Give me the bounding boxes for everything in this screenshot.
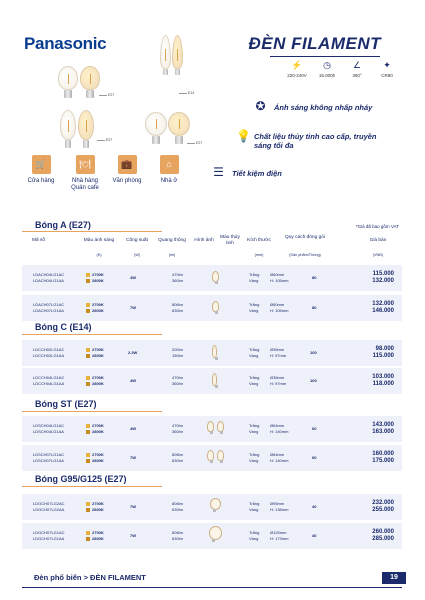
application-label: Nhà ở [160,178,178,184]
color-temperature: 2700K 2800K [86,272,104,284]
table-row [22,265,402,291]
bulb-g-thumbnail [210,498,221,510]
column-header-image: Hình ảnh [194,238,214,243]
luminous-flux: 806lm 630lm [172,302,183,313]
footer-breadcrumb: Đèn phổ biến > ĐÈN FILAMENT [34,573,146,582]
unit-flux: (lm) [168,253,176,257]
brand-logo: Panasonic [24,34,107,53]
section-divider [22,411,162,412]
column-header-glass: Màu thủy tinh [220,235,240,246]
callout-e27: E27 [196,141,203,145]
glass-color: Trắng Vàng [249,501,260,512]
shop-icon: 🛒 [32,155,51,174]
color-temperature: 2700K 2800K [86,302,104,314]
section-title-c: Bóng C (E14) [35,322,92,332]
unit-price: (VNĐ) [372,253,384,257]
dimensions: Ø35mm H: 97mm [270,347,287,358]
feature-list [213,99,422,200]
column-header-power: Công suất [126,238,148,243]
price: 143.000 163.000 [372,422,394,435]
table-row [22,494,402,520]
dimensions: Ø64mm H: 140mm [270,452,289,463]
bulb-g-thumbnail [209,526,222,540]
glass-color: Trắng Vàng [249,302,260,313]
luminous-flux: 806lm 630lm [172,452,183,463]
luminous-flux: 806lm 630lm [172,501,183,512]
color-temperature: 2700K 2800K [86,375,104,387]
callout-e27: E27 [106,138,113,142]
footer-divider [22,587,402,588]
dimensions: Ø95mm H: 138mm [270,501,289,512]
section-title-st: Bóng ST (E27) [35,399,97,409]
color-temperature: 2700K 2800K [86,530,104,542]
luminous-flux: 470lm 360lm [172,272,183,283]
color-temperature: 2700K 2800K [86,423,104,435]
glass-color: Trắng Vàng [249,347,260,358]
energy-saving-icon: ☰ [213,165,224,179]
power: 4W [130,378,136,383]
power: 4W [130,275,136,280]
column-header-pack: Quy cách đóng gói [284,235,325,240]
application-shop [22,155,60,185]
product-code: LDCCH02LG1AC LDCCH02LG1AA [33,347,65,358]
price: 132.000 146.000 [372,301,394,314]
spec-lifespan [312,60,342,78]
section-divider [22,334,162,335]
feature-glass-quality [236,130,422,154]
pack-quantity: 80 [312,275,317,280]
unit-size: (mm) [254,253,264,257]
beam-angle-icon: ∠ [352,60,362,70]
bulb-a-thumbnail [212,271,219,282]
product-code: LDSCH07LG1AC LDSCH07LG1AA [33,452,65,463]
section-title-g: Bóng G95/G125 (E27) [35,474,127,484]
power: 7W [130,455,136,460]
pack-quantity: 60 [312,426,317,431]
section-divider [22,231,162,232]
home-icon: ⌂ [160,155,179,174]
glass-color: Trắng Vàng [249,375,260,386]
table-row [22,416,402,442]
application-home [150,155,188,185]
bulb-st-thumbnail [207,450,214,461]
glass-color: Trắng Vàng [249,530,260,541]
color-temperature: 2700K 2800K [86,347,104,359]
table-row [22,295,402,321]
bulb-a-thumbnail [212,301,219,312]
power: 4W [130,426,136,431]
spec-label: 360° [352,73,362,78]
feature-text: Tiết kiệm điện [232,169,282,178]
dimensions: Ø64mm H: 140mm [270,423,289,434]
luminous-flux: 806lm 630lm [172,530,183,541]
spec-label: CR80 [381,73,393,78]
column-header-price: Giá bán [369,238,387,243]
price: 98.000 115.000 [372,346,394,359]
price: 260.000 285.000 [372,529,394,542]
glass-color: Trắng Vàng [249,452,260,463]
column-header-color: Màu ánh sáng [83,238,115,243]
column-header-flux: Quang thông [158,238,186,243]
product-code: LDACH07LG1AC LDACH07LG1AA [33,302,65,313]
office-icon: 💼 [118,155,137,174]
luminous-flux: 200lm 150lm [172,347,183,358]
unit-power: (W) [133,253,141,257]
feature-energy-saving [212,166,402,182]
price: 232.000 255.000 [372,500,394,513]
vat-note: *Giá đã bao gồm VAT [355,224,399,229]
glass-color: Trắng Vàng [249,272,260,283]
section-divider [22,486,162,487]
luminous-flux: 470lm 360lm [172,423,183,434]
pack-quantity: 40 [312,504,317,509]
table-row [22,368,402,394]
color-temperature: 2700K 2800K [86,452,104,464]
application-restaurant [66,155,104,192]
product-code: LDSCH04LG1AC LDSCH04LG1AA [33,423,65,434]
dimensions: Ø60mm H: 105mm [270,302,289,313]
product-code: LDGCH07LG1AC LDGCH07LG1AA [33,530,65,541]
title-underline [270,56,380,57]
bulb-st-thumbnail [217,421,224,432]
lightbulb-icon: 💡 [236,129,251,143]
pack-quantity: 60 [312,455,317,460]
application-label: Cửa hàng [27,178,55,184]
voltage-icon: ⚡ [291,60,303,70]
power: 7W [130,533,136,538]
bulb-c-thumbnail [212,345,217,358]
column-header-code: Mã số [32,238,46,243]
column-header-size: Kích thước [247,238,271,243]
dimensions: Ø125mm H: 173mm [270,530,289,541]
application-office [108,155,146,185]
unit-pack: (Sản phẩm/Thùng) [289,253,321,257]
table-header [22,235,402,262]
spec-voltage [282,60,312,78]
dimensions: Ø60mm H: 105mm [270,272,289,283]
table-row [22,523,402,549]
spec-icons [282,60,402,84]
price: 115.000 132.000 [372,271,394,284]
bulb-st-thumbnail [207,421,214,432]
product-code: LDACH04LG1AC LDACH04LG1AA [33,272,65,283]
application-label: Nhà hàng Quán cafe [71,178,99,191]
spec-label: 220-240V [287,73,307,78]
power: 7W [130,504,136,509]
pack-quantity: 100 [310,350,317,355]
product-code: LDCCH04LG1AC LDCCH04LG1AA [33,375,65,386]
spec-cri [372,60,402,78]
restaurant-icon: 🍽 [76,155,95,174]
power: 7W [130,305,136,310]
callout-e14: E14 [188,91,195,95]
application-label: Văn phòng [112,178,142,184]
feature-text: Chất liệu thủy tinh cao cấp, truyền sáng tối đa [254,132,377,150]
glass-color: Trắng Vàng [249,423,260,434]
page-number: 19 [382,572,406,584]
product-code: LDGCH07LG2AC LDGCH07LG2AA [33,501,65,512]
power: 2.2W [128,350,138,355]
pack-quantity: 80 [312,305,317,310]
unit-color: (K) [96,253,102,257]
color-temperature: 2700K 2800K [86,501,104,513]
page-title: ĐÈN FILAMENT [248,34,381,53]
cri-icon: ✦ [383,60,391,70]
price: 160.000 175.000 [372,451,394,464]
quality-badge-icon: ✪ [255,99,266,113]
pack-quantity: 100 [310,378,317,383]
price: 103.000 118.000 [372,374,394,387]
feature-text: Ánh sáng không nhấp nháy [274,103,373,112]
luminous-flux: 470lm 360lm [172,375,183,386]
spec-beam-angle [342,60,372,78]
callout-e27: E27 [108,93,115,97]
table-row [22,445,402,471]
pack-quantity: 40 [312,533,317,538]
section-title-a: Bóng A (E27) [35,220,91,230]
lifespan-icon: ◷ [323,60,331,70]
table-row [22,340,402,366]
dimensions: Ø35mm H: 97mm [270,375,287,386]
feature-flicker-free [254,100,424,116]
bulb-c-thumbnail [212,373,217,386]
spec-label: 15.000h [318,73,336,78]
bulb-st-thumbnail [217,450,224,461]
application-list [22,155,192,195]
